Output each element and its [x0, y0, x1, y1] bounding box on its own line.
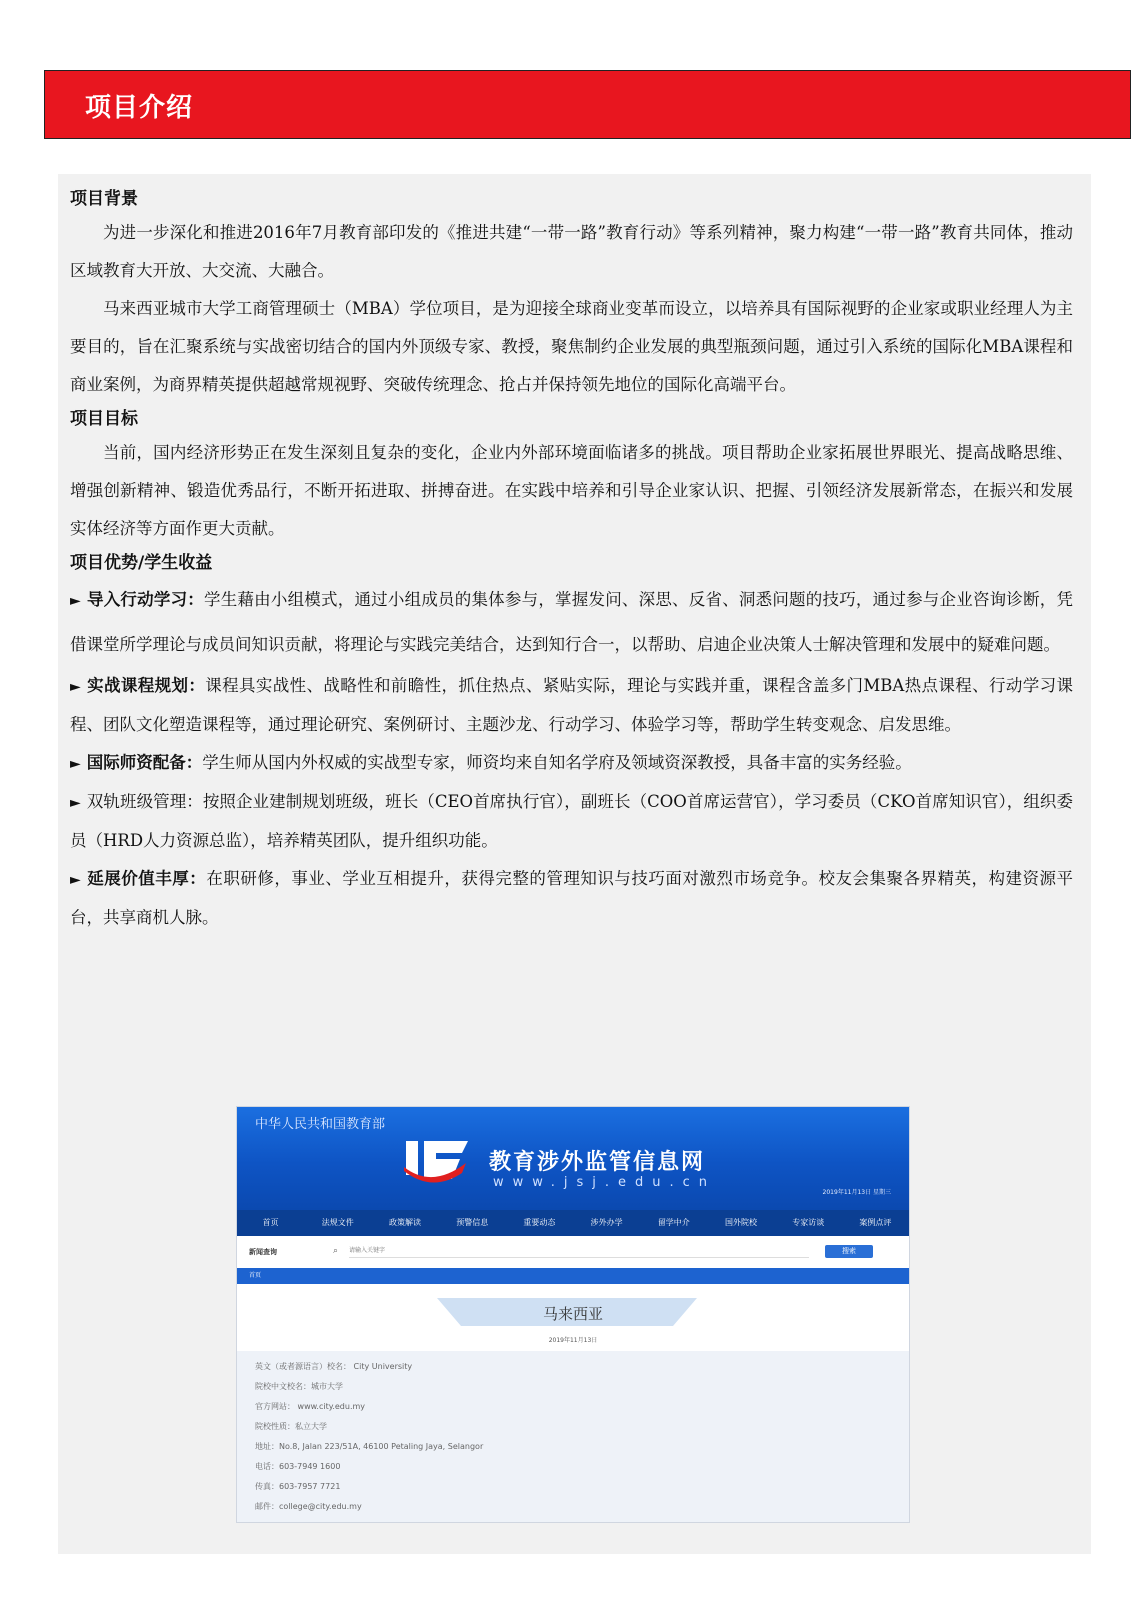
text-block: [70, 184, 1073, 937]
nav-item: 涉外办学: [590, 1218, 623, 1227]
advantage-lead: 实战课程规划：: [86, 676, 206, 695]
site-logo-icon: [402, 1137, 474, 1183]
advantage-item: [70, 783, 1073, 860]
advantage-text: 双轨班级管理：按照企业建制规划班级，班长（CEO首席执行官），副班长（COO首席运营官），学习委员（CKO首席知识官），组织委员（HRD人力资源总监），培养精英团队，提升组织功能。: [70, 792, 1073, 850]
ministry-name: 中华人民共和国教育部: [255, 1117, 386, 1132]
search-input: [349, 1245, 809, 1258]
bullet-arrow-icon: ►: [70, 872, 81, 888]
nav-item: 国外院校: [725, 1218, 758, 1227]
advantage-item: [70, 578, 1073, 667]
advantage-item: [70, 860, 1073, 937]
school-info: [237, 1351, 909, 1522]
nav-item: 政策解读: [389, 1218, 421, 1227]
breadcrumb: 首页: [237, 1268, 909, 1284]
banner-title: 项目介绍: [85, 93, 194, 123]
bullet-arrow-icon: ►: [70, 679, 81, 695]
nav-item: 预警信息: [456, 1218, 489, 1227]
paragraph: 当前，国内经济形势正在发生深刻且复杂的变化，企业内外部环境面临诸多的挑战。项目帮助企业家拓展世界眼光、提高战略思维、增强创新精神、锻造优秀品行，不断开拓进取、拼搏奋进。在实践中培养和引导企业家认识、把握、引领经济发展新常态，在振兴和发展实体经济等方面作更大贡献。: [70, 443, 1073, 538]
publish-date: 2019年11月13日: [548, 1337, 598, 1344]
nav-item: 专家访谈: [792, 1218, 825, 1227]
nav-item: 首页: [262, 1218, 279, 1227]
info-line: 院校中文校名：城市大学: [255, 1382, 343, 1391]
search-label: 新闻查询: [249, 1248, 277, 1256]
advantage-lead: 国际师资配备：: [86, 753, 203, 772]
search-button: 搜索: [825, 1245, 873, 1258]
info-line: 电话：603-7949 1600: [255, 1462, 341, 1471]
site-header: [237, 1107, 909, 1210]
bullet-arrow-icon: ►: [70, 593, 81, 609]
advantage-text: 学生藉由小组模式，通过小组成员的集体参与，掌握发问、深思、反省、洞悉问题的技巧，通过参与企业咨询诊断，凭借课堂所学理论与成员间知识贡献，将理论与实践完美结合，达到知行合一，以帮助、启迪企业决策人士解决管理和发展中的疑难问题。: [70, 590, 1074, 654]
advantage-text: 课程具实战性、战略性和前瞻性，抓住热点、紧贴实际，理论与实践并重，课程含盖多门MBA热点课程、行动学习课程、团队文化塑造课程等，通过理论研究、案例研讨、主题沙龙、行动学习、体验学习等，帮助学生转变观念、启发思维。: [70, 676, 1074, 734]
embedded-website-screenshot: [236, 1106, 910, 1523]
heading-advantages: 项目优势/学生收益: [70, 553, 213, 573]
section-banner: [44, 70, 1131, 139]
country-title: 马来西亚: [542, 1305, 603, 1323]
info-line: 英文（或者源语言）校名： City University: [255, 1362, 413, 1371]
paragraph: 马来西亚城市大学工商管理硕士（MBA）学位项目，是为迎接全球商业变革而设立，以培养具有国际视野的企业家或职业经理人为主要目的，旨在汇聚系统与实战密切结合的国内外顶级专家、教授，聚焦制约企业发展的典型瓶颈问题，通过引入系统的国际化MBA课程和商业案例，为商界精英提供超越常规视野、突破传统理念、抢占并保持领先地位的国际化高端平台。: [70, 299, 1073, 394]
heading-background: 项目背景: [70, 189, 138, 209]
advantage-item: [70, 667, 1073, 744]
info-line: 院校性质：私立大学: [255, 1422, 327, 1431]
bullet-arrow-icon: ►: [70, 756, 81, 772]
paragraph: 为进一步深化和推进2016年7月教育部印发的《推进共建“一带一路”教育行动》等系列精神，聚力构建“一带一路”教育共同体，推动区域教育大开放、大交流、大融合。: [70, 223, 1073, 280]
info-line: 官方网站： www.city.edu.my: [255, 1402, 366, 1411]
search-icon: ⌕: [333, 1246, 339, 1256]
advantage-lead: 延展价值丰厚：: [86, 869, 207, 888]
advantage-item: [70, 744, 1073, 783]
site-url: www.jsj.edu.cn: [493, 1175, 716, 1190]
site-searchbar: [237, 1236, 909, 1269]
info-line: 传真：603-7957 7721: [255, 1482, 341, 1491]
advantage-text: 在职研修，事业、学业互相提升，获得完整的管理知识与技巧面对激烈市场竞争。校友会集聚各界精英，构建资源平台，共享商机人脉。: [70, 869, 1074, 927]
bullet-arrow-icon: ►: [70, 795, 81, 811]
info-line: 地址：No.8, Jalan 223/51A, 46100 Petaling Jaya, Selangor: [255, 1442, 484, 1451]
nav-item: 案例点评: [859, 1218, 892, 1227]
info-line: 邮件：college@city.edu.my: [255, 1502, 362, 1511]
site-name: 教育涉外监管信息网: [489, 1149, 706, 1175]
advantage-lead: 导入行动学习：: [86, 590, 205, 609]
nav-item: 法规文件: [321, 1218, 354, 1227]
advantage-text: 学生师从国内外权威的实战型专家，师资均来自知名学府及领域资深教授，具备丰富的实务经验。: [202, 753, 912, 772]
site-date: 2019年11月13日 星期三: [822, 1189, 891, 1196]
site-nav: [237, 1210, 909, 1236]
nav-item: 留学中介: [657, 1218, 690, 1227]
heading-goal: 项目目标: [70, 409, 138, 429]
nav-item: 重要动态: [523, 1218, 556, 1227]
